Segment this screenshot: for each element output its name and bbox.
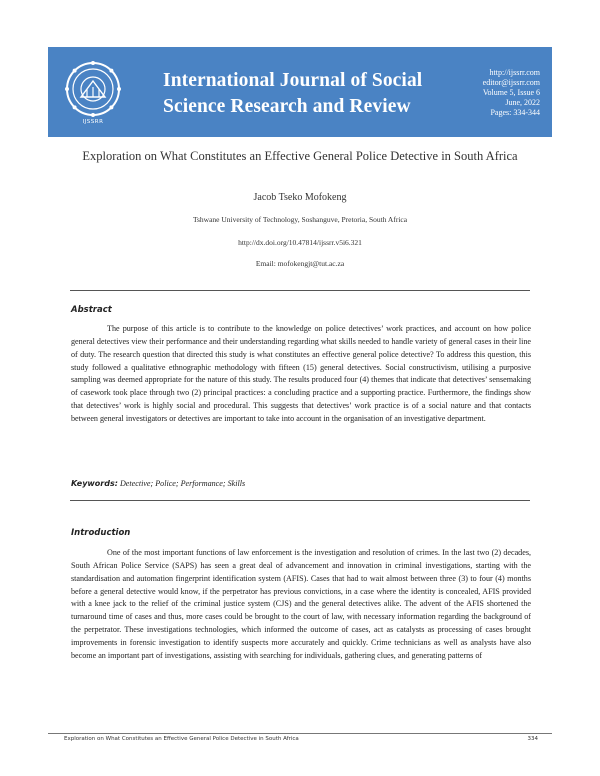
keywords <box>71 479 531 488</box>
journal-banner <box>48 47 552 137</box>
footer-running-title: Exploration on What Constitutes an Effective General Police Detective in South Africa <box>64 736 299 742</box>
journal-logo <box>61 57 125 129</box>
introduction-heading: Introduction <box>71 528 131 538</box>
section-divider <box>70 290 530 291</box>
journal-title <box>163 68 483 120</box>
introduction-text: One of the most important functions of law enforcement is the investigation and resolution of crimes. In the last two (2) decades, South African Police Service (SAPS) has seen a great deal of advancement and innovation in criminal investigations, starting with the standardisation and automation fingerprint identification system (AFIS). Cases that had to wait almost between three (3) to four (4) months before a general detective would know, if the perpetrator has previous convictions, in a case where the identity is concealed, AFIS provided with a knee jack to the relief of the criminal justice system (CJS) and the general detectives alike. The advent of the AFIS shortened the turnaround time of cases and thus, more cases could be brought to the court of law, with necessary information regarding the background of the perpetrator. These investigations technologies, which informed the outcome of cases, act as catalysts as processing of cases brought improvements in forensic investigation to identify suspects more accurately and quickly. Crime technicians as well as analysts have also become an important part of investigations, assisting with searching for individuals, gathering clues, and generating patterns of <box>71 548 531 660</box>
journal-pages: Pages: 334-344 <box>490 108 540 117</box>
journal-email[interactable]: editor@ijssrr.com <box>482 78 540 87</box>
journal-title-line1: International Journal of Social <box>163 70 423 91</box>
article-doi-link[interactable]: http://dx.doi.org/10.47814/ijssrr.v5i6.321 <box>238 238 362 247</box>
article-email[interactable]: Email: mofokengjt@tut.ac.za <box>255 259 345 268</box>
footer-divider <box>48 733 552 734</box>
abstract-heading: Abstract <box>71 305 112 315</box>
article-author: Jacob Tseko Mofokeng <box>253 192 347 203</box>
logo-text: IJSSRR <box>82 119 104 125</box>
journal-url[interactable]: http://ijssrr.com <box>489 68 540 77</box>
journal-meta <box>440 68 540 118</box>
keywords-label: Keywords: <box>71 479 118 488</box>
abstract-text: The purpose of this article is to contribute to the knowledge on police detectives’ work practices, and account on how police general detectives view their performance and their understanding regarding what skills needed to handle variety of general cases in their line of duty. The research question that directed this study is what constitutes an effective general police detective? To address this question, this study followed a qualitative ethnographic methodology with fifteen (15) general detectives. Social constructivism, utilising a purposive sampling was deemed appropriate for the nature of this study. The results produced four (4) themes that indicate that detectives’ sensemaking of casework took place through two (2) principal practices: a concluding practice and a supporting practice. Furthermore, the findings show that detectives’ work is highly social and procedural. This suggests that detectives’ work practice is of a social nature and that contacts between general investigators or detectives are important to take into account in the organisation of an investigative department. <box>71 324 531 423</box>
article-affiliation: Tshwane University of Technology, Soshanguve, Pretoria, South Africa <box>192 215 408 224</box>
article-title: Exploration on What Constitutes an Effective General Police Detective in South Africa <box>82 149 518 163</box>
keywords-value: Detective; Police; Performance; Skills <box>119 479 246 488</box>
section-divider <box>70 500 530 501</box>
journal-title-line2: Science Research and Review <box>163 96 411 117</box>
journal-date: June, 2022 <box>505 98 540 107</box>
journal-volume: Volume 5, Issue 6 <box>482 88 540 97</box>
footer-page-number: 334 <box>527 736 538 742</box>
